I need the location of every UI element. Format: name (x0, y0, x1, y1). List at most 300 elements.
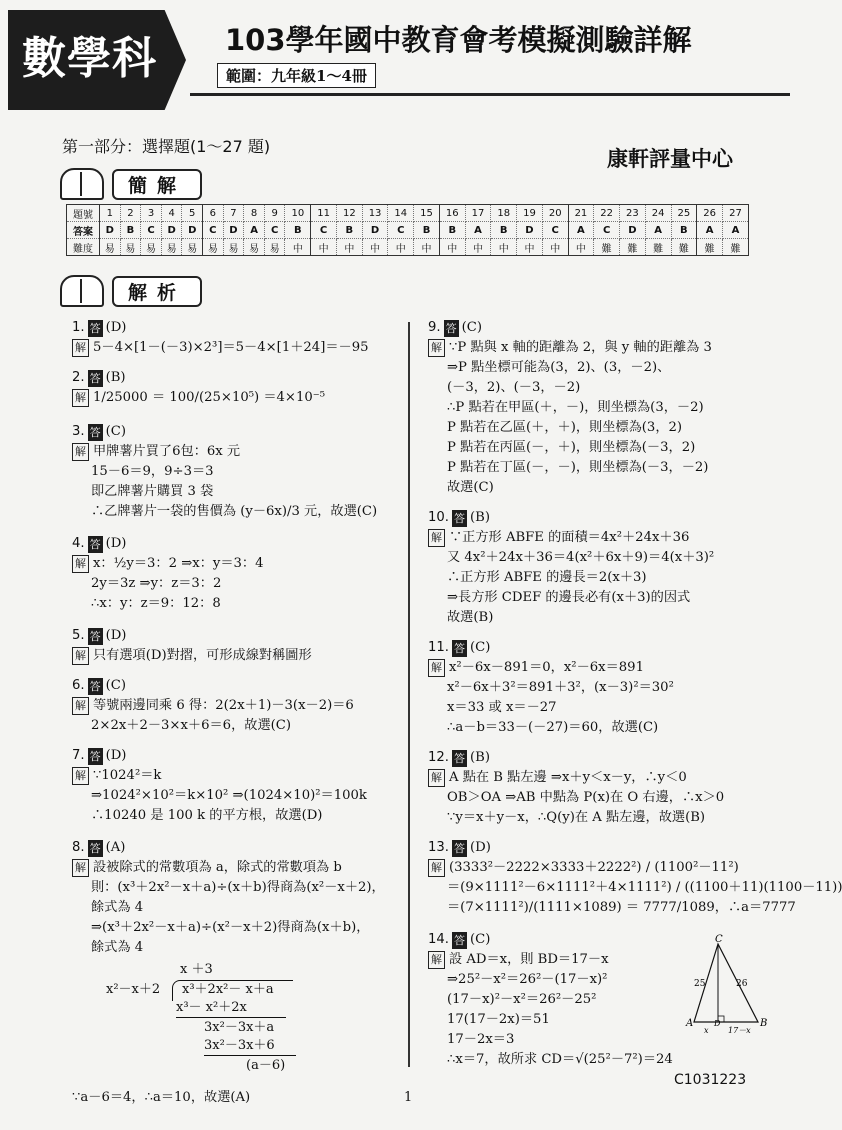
solution-text: 則：(x³＋2x²－x＋a)÷(x＋b)得商為(x²－x＋2)， (91, 880, 385, 895)
question-header (72, 422, 402, 442)
division-rule (176, 1017, 286, 1018)
question-number: 10. (428, 510, 449, 525)
solution-text: 即乙牌薯片購買 3 袋 (91, 484, 214, 499)
table-cell: 21 (568, 205, 594, 222)
table-cell: 中 (568, 239, 594, 256)
table-cell: 中 (491, 239, 517, 256)
answer-choice: (B) (469, 510, 490, 525)
question-block (428, 318, 778, 498)
solution-text: 17－2x＝3 (447, 1032, 515, 1047)
solution-tag-icon: 解 (428, 529, 445, 547)
answer-choice: (D) (105, 536, 127, 551)
solution-text: ∴10240 是 100 k 的平方根，故選(D) (91, 808, 323, 823)
question-number: 3. (72, 424, 85, 439)
table-cell: D (517, 222, 543, 239)
solution-text: 餘式為 4 (91, 940, 144, 955)
solution-text: OB＞OA ⇒AB 中點為 P(x)在 O 右邊，∴x＞0 (447, 790, 725, 805)
table-cell: 18 (491, 205, 517, 222)
answer-choice: (B) (105, 370, 126, 385)
solution-line (72, 442, 402, 462)
question-block (72, 318, 402, 358)
triangle-side-right: 26 (736, 979, 748, 989)
table-cell: 1 (100, 205, 121, 222)
table-cell: A (697, 222, 723, 239)
solution-text: ∴x：y：z＝9：12：8 (91, 596, 221, 611)
solution-line (428, 548, 778, 568)
table-cell: 8 (244, 205, 265, 222)
question-block (72, 838, 402, 958)
table-cell: 中 (388, 239, 414, 256)
table-cell: B (491, 222, 517, 239)
table-cell: 3 (141, 205, 162, 222)
question-header (428, 838, 778, 858)
table-cell: B (414, 222, 440, 239)
solution-text: x²－6x＋3²＝891＋3²，(x－3)²＝30² (447, 680, 674, 695)
solution-text: x＝33 或 x＝－27 (447, 700, 557, 715)
solution-line (428, 478, 778, 498)
triangle-left-label: A (686, 1018, 694, 1029)
solution-text: 故選(B) (447, 610, 494, 625)
triangle-base-left: x (704, 1026, 709, 1035)
solution-tag-icon: 解 (428, 659, 445, 677)
table-cell: 難 (620, 239, 646, 256)
section-analysis-label: 解析 (112, 276, 202, 307)
question-header (72, 676, 402, 696)
question-header (428, 508, 778, 528)
subject-title: 數學科 (22, 33, 157, 84)
division-rule (204, 1055, 296, 1056)
solution-text: P 點若在丁區(－，－)，則坐標為(－3，－2) (447, 460, 709, 475)
solution-text: ⇒P 點坐標可能為(3，2)、(3，－2)、 (447, 360, 671, 375)
solution-text: 1/25000 ＝ 100/(25×10⁵) ＝4×10⁻⁵ (93, 390, 326, 405)
solution-tag-icon: 解 (72, 697, 89, 715)
table-row (67, 239, 749, 256)
scope-box: 範圍：九年級1～4冊 (217, 63, 376, 88)
answer-choice: (D) (105, 320, 127, 335)
question-header (72, 746, 402, 766)
table-cell: D (100, 222, 121, 239)
table-cell: 易 (141, 239, 162, 256)
solution-line (428, 588, 778, 608)
question-number: 14. (428, 932, 449, 947)
table-cell: 易 (120, 239, 141, 256)
part-heading: 第一部分：選擇題(1～27 題) (62, 137, 271, 156)
question-number: 13. (428, 840, 449, 855)
question-number: 11. (428, 640, 449, 655)
answer-choice: (B) (469, 750, 490, 765)
table-cell: B (671, 222, 697, 239)
question-block (72, 676, 402, 736)
question-number: 1. (72, 320, 85, 335)
solution-line (428, 898, 796, 918)
solution-line (428, 678, 778, 698)
table-cell: A (465, 222, 491, 239)
exam-title: 103學年國中教育會考模擬測驗詳解 (225, 23, 692, 57)
question-number: 8. (72, 840, 85, 855)
solution-text: 15－6＝9，9÷3＝3 (91, 464, 214, 479)
solution-text: 又 4x²＋24x＋36＝4(x²＋6x＋9)＝4(x＋3)² (447, 550, 715, 565)
solution-text: 甲牌薯片買了6包：6x 元 (93, 444, 241, 459)
table-cell: 14 (388, 205, 414, 222)
table-row (67, 205, 749, 222)
question-header (428, 318, 778, 338)
solution-text: 設 AD＝x，則 BD＝17－x (449, 952, 609, 967)
table-cell: B (336, 222, 362, 239)
solution-line (72, 554, 402, 574)
solution-text: (－3，2)、(－3，－2) (447, 380, 581, 395)
table-cell: 難 (645, 239, 671, 256)
row-label: 題號 (67, 205, 100, 222)
table-cell: 20 (542, 205, 568, 222)
solution-tag-icon: 解 (428, 339, 445, 357)
table-cell: 中 (336, 239, 362, 256)
table-cell: A (568, 222, 594, 239)
question-number: 12. (428, 750, 449, 765)
solution-text: (3333²－2222×3333＋2222²) / (1100²－11²) (449, 860, 739, 875)
solution-line (72, 858, 402, 878)
publisher: 康軒評量中心 (607, 147, 733, 171)
answer-tag-icon: 答 (453, 751, 465, 765)
question-block (72, 746, 402, 826)
table-cell: D (362, 222, 388, 239)
section-brief-label: 簡解 (112, 169, 202, 200)
solution-line (428, 1050, 778, 1070)
solution-text: ∴x＝7，故所求 CD＝√(25²－7²)＝24 (447, 1052, 673, 1067)
table-cell: 易 (182, 239, 203, 256)
answer-tag-icon: 答 (89, 321, 101, 335)
answer-choice: (C) (469, 640, 491, 655)
solution-line (428, 788, 778, 808)
solution-tag-icon: 解 (72, 443, 89, 461)
question-block (428, 638, 778, 738)
table-cell: 中 (414, 239, 440, 256)
solution-text: (17－x)²－x²＝26²－25² (447, 992, 597, 1007)
solution-text: ＝(7×1111²)/(1111×1089) ＝ 7777/1089，∴a＝7777 (447, 900, 796, 915)
question-number: 2. (72, 370, 85, 385)
question-header (72, 838, 402, 858)
question-header (72, 368, 402, 388)
solution-text: P 點若在丙區(－，＋)，則坐標為(－3，2) (447, 440, 696, 455)
solution-line (72, 878, 402, 898)
question-block (428, 748, 778, 828)
table-cell: 24 (645, 205, 671, 222)
table-cell: 2 (120, 205, 141, 222)
question-number: 9. (428, 320, 441, 335)
book-icon (60, 168, 104, 200)
answer-choice: (C) (105, 424, 126, 439)
table-cell: 中 (311, 239, 337, 256)
table-cell: 6 (203, 205, 224, 222)
solution-text: P 點若在乙區(＋，＋)，則坐標為(3，2) (447, 420, 683, 435)
answer-tag-icon: 答 (453, 933, 465, 947)
triangle-side-left: 25 (694, 979, 706, 989)
solution-line (72, 898, 402, 918)
table-cell: 10 (285, 205, 311, 222)
solution-line (72, 646, 402, 666)
solution-text: ＝(9×1111²－6×1111²＋4×1111²) / ((1100＋11)(1100－11)) (447, 880, 842, 895)
division-bracket (172, 980, 293, 1001)
question-header (72, 318, 402, 338)
section-analysis (60, 276, 202, 306)
table-cell: C (388, 222, 414, 239)
solution-text: ∴a－b＝33－(－27)＝60，故選(C) (447, 720, 659, 735)
division-step-2: 3x²－3x＋6 (204, 1038, 275, 1053)
division-step-1: x³－ x²＋2x (176, 1000, 247, 1015)
solution-line (72, 716, 402, 736)
left-column (72, 318, 402, 1108)
solution-tag-icon: 解 (72, 859, 89, 877)
triangle-right-label: B (760, 1018, 768, 1029)
table-cell: 15 (414, 205, 440, 222)
table-cell: 12 (336, 205, 362, 222)
solution-text: x²－6x－891＝0，x²－6x＝891 (449, 660, 644, 675)
solution-tag-icon: 解 (72, 767, 89, 785)
solution-line (72, 388, 402, 408)
table-cell: 易 (244, 239, 265, 256)
question-block (72, 626, 402, 666)
solution-line (428, 858, 778, 878)
solution-text: 17(17－2x)＝51 (447, 1012, 550, 1027)
solution-tag-icon: 解 (428, 769, 445, 787)
question-block (72, 422, 402, 522)
solution-text: ∵1024²＝k (93, 768, 162, 783)
solution-line (428, 768, 778, 788)
table-cell: 27 (722, 205, 748, 222)
solution-text: ⇒25²－x²＝26²－(17－x)² (447, 972, 608, 987)
question-header (428, 748, 778, 768)
answer-tag-icon: 答 (453, 511, 465, 525)
header-rule (190, 93, 790, 96)
solution-line (428, 458, 778, 478)
table-cell: 難 (594, 239, 620, 256)
solution-tag-icon: 解 (72, 389, 89, 407)
solution-line (428, 808, 778, 828)
table-cell: 23 (620, 205, 646, 222)
table-cell: 中 (542, 239, 568, 256)
table-cell: 13 (362, 205, 388, 222)
table-cell: 9 (264, 205, 285, 222)
table-cell: D (161, 222, 182, 239)
division-quotient: x ＋3 (180, 962, 213, 977)
solution-line (72, 696, 402, 716)
table-cell: 中 (439, 239, 465, 256)
table-cell: 易 (264, 239, 285, 256)
question-number: 4. (72, 536, 85, 551)
solution-text: A 點在 B 點左邊 ⇒x＋y＜x－y，∴y＜0 (449, 770, 687, 785)
solution-tag-icon: 解 (428, 859, 445, 877)
answer-choice: (C) (461, 320, 482, 335)
answer-tag-icon: 答 (89, 537, 101, 551)
table-cell: 中 (517, 239, 543, 256)
section-brief (60, 169, 202, 199)
table-cell: 中 (362, 239, 388, 256)
solution-line (428, 658, 778, 678)
table-cell: D (620, 222, 646, 239)
solution-line (428, 528, 778, 548)
solution-line (72, 462, 402, 482)
division-remainder-2: (a－6) (246, 1058, 286, 1073)
question-block (72, 368, 402, 408)
solution-text: ⇒(x³＋2x²－x＋a)÷(x²－x＋2)得商為(x＋b)， (91, 920, 370, 935)
question-header (72, 534, 402, 554)
answer-tag-icon: 答 (445, 321, 457, 335)
table-cell: C (594, 222, 620, 239)
solution-line (72, 574, 402, 594)
solution-line (428, 398, 778, 418)
division-remainder-1: 3x²－3x＋a (204, 1020, 275, 1035)
solution-line (428, 878, 842, 898)
triangle-figure (686, 936, 776, 1036)
solution-line (72, 502, 402, 522)
solution-text: 設被除式的常數項為 a，除式的常數項為 b (93, 860, 342, 875)
solution-line (72, 338, 402, 358)
answer-tag-icon: 答 (89, 629, 101, 643)
table-cell: C (311, 222, 337, 239)
answer-tag-icon: 答 (89, 679, 101, 693)
answer-choice: (C) (469, 932, 491, 947)
solution-text: ∴乙牌薯片一袋的售價為 (y－6x)/3 元，故選(C) (91, 504, 378, 519)
table-cell: 11 (311, 205, 337, 222)
table-row (67, 222, 749, 239)
triangle-foot-label: D (714, 1019, 721, 1028)
solution-text: ∴P 點若在甲區(＋，－)，則坐標為(3，－2) (447, 400, 704, 415)
table-cell: C (141, 222, 162, 239)
solution-text: 2y＝3z ⇒y：z＝3：2 (91, 576, 222, 591)
answer-tag-icon: 答 (89, 425, 101, 439)
solution-line (72, 918, 402, 938)
solution-line (72, 938, 402, 958)
solution-text: 2×2x＋2－3×x＋6＝6，故選(C) (91, 718, 292, 733)
solution-text: ∵正方形 ABFE 的面積＝4x²＋24x＋36 (449, 530, 690, 545)
division-dividend: x³＋2x²－ x＋a (182, 982, 274, 997)
question-number: 7. (72, 748, 85, 763)
solution-line (428, 338, 778, 358)
table-cell: 中 (465, 239, 491, 256)
table-cell: D (223, 222, 244, 239)
solution-tag-icon: 解 (72, 555, 89, 573)
solution-line (72, 766, 402, 786)
solution-text: 5－4×[1－(－3)×2³]＝5－4×[1＋24]＝－95 (93, 340, 369, 355)
question-block (72, 534, 402, 614)
solution-line (72, 594, 402, 614)
solution-line (428, 358, 778, 378)
table-cell: D (182, 222, 203, 239)
solution-text: ∵P 點與 x 軸的距離為 2，與 y 軸的距離為 3 (449, 340, 712, 355)
table-cell: 19 (517, 205, 543, 222)
table-cell: 中 (285, 239, 311, 256)
table-cell: 難 (697, 239, 723, 256)
table-cell: 4 (161, 205, 182, 222)
table-cell: A (645, 222, 671, 239)
document-code: C1031223 (674, 1072, 747, 1088)
answer-tag-icon: 答 (89, 841, 101, 855)
question-block (428, 508, 778, 628)
solution-line (428, 718, 778, 738)
table-cell: 22 (594, 205, 620, 222)
column-divider (408, 322, 410, 1067)
answer-table (66, 204, 749, 256)
table-cell: B (120, 222, 141, 239)
table-cell: A (722, 222, 748, 239)
solution-line (72, 482, 402, 502)
question-number: 6. (72, 678, 85, 693)
table-cell: 16 (439, 205, 465, 222)
table-cell: C (542, 222, 568, 239)
triangle-apex-label: C (715, 934, 723, 945)
book-icon (60, 275, 104, 307)
table-cell: C (264, 222, 285, 239)
answer-choice: (D) (105, 748, 127, 763)
table-cell: 易 (203, 239, 224, 256)
table-cell: A (244, 222, 265, 239)
solution-tag-icon: 解 (428, 951, 445, 969)
answer-choice: (A) (105, 840, 126, 855)
solution-line (72, 806, 402, 826)
long-division (106, 960, 402, 1088)
solution-text: 餘式為 4 (91, 900, 144, 915)
division-conclusion: ∵a－6＝4，∴a＝10，故選(A) (72, 1090, 251, 1105)
solution-text: x：½y＝3：2 ⇒x：y＝3：4 (93, 556, 264, 571)
row-label: 答案 (67, 222, 100, 239)
table-cell: 25 (671, 205, 697, 222)
solution-tag-icon: 解 (72, 647, 89, 665)
solution-text: 等號兩邊同乘 6 得：2(2x＋1)－3(x－2)＝6 (93, 698, 354, 713)
division-divisor: x²－x＋2 (106, 982, 161, 997)
solution-text: 故選(C) (447, 480, 494, 495)
question-block (428, 838, 842, 918)
table-cell: 7 (223, 205, 244, 222)
solution-tag-icon: 解 (72, 339, 89, 357)
table-cell: 17 (465, 205, 491, 222)
table-cell: B (439, 222, 465, 239)
table-cell: C (203, 222, 224, 239)
table-cell: 難 (722, 239, 748, 256)
answer-choice: (D) (105, 628, 127, 643)
solution-text: 只有選項(D)對摺，可形成線對稱圖形 (93, 648, 312, 663)
table-cell: 難 (671, 239, 697, 256)
page-number: 1 (404, 1090, 413, 1105)
answer-tag-icon: 答 (453, 641, 465, 655)
answer-choice: (C) (105, 678, 126, 693)
solution-line (428, 438, 778, 458)
question-header (72, 626, 402, 646)
answer-tag-icon: 答 (89, 371, 101, 385)
answer-tag-icon: 答 (453, 841, 465, 855)
question-header (428, 638, 778, 658)
solution-line (72, 786, 402, 806)
solution-line (428, 418, 778, 438)
table-cell: 5 (182, 205, 203, 222)
table-cell: B (285, 222, 311, 239)
table-cell: 26 (697, 205, 723, 222)
solution-line (428, 568, 778, 588)
solution-text: ∴正方形 ABFE 的邊長＝2(x＋3) (447, 570, 647, 585)
question-number: 5. (72, 628, 85, 643)
solution-text: ∵y＝x＋y－x，∴Q(y)在 A 點左邊，故選(B) (447, 810, 706, 825)
solution-text: ⇒長方形 CDEF 的邊長必有(x＋3)的因式 (447, 590, 691, 605)
solution-text: ⇒1024²×10²＝k×10² ⇒(1024×10)²＝100k (91, 788, 367, 803)
solution-line (428, 698, 778, 718)
solution-line (428, 378, 778, 398)
solution-line (428, 608, 778, 628)
row-label: 難度 (67, 239, 100, 256)
triangle-base-right: 17－x (728, 1026, 751, 1035)
table-cell: 易 (161, 239, 182, 256)
answer-choice: (D) (469, 840, 491, 855)
table-cell: 易 (223, 239, 244, 256)
table-cell: 易 (100, 239, 121, 256)
answer-tag-icon: 答 (89, 749, 101, 763)
